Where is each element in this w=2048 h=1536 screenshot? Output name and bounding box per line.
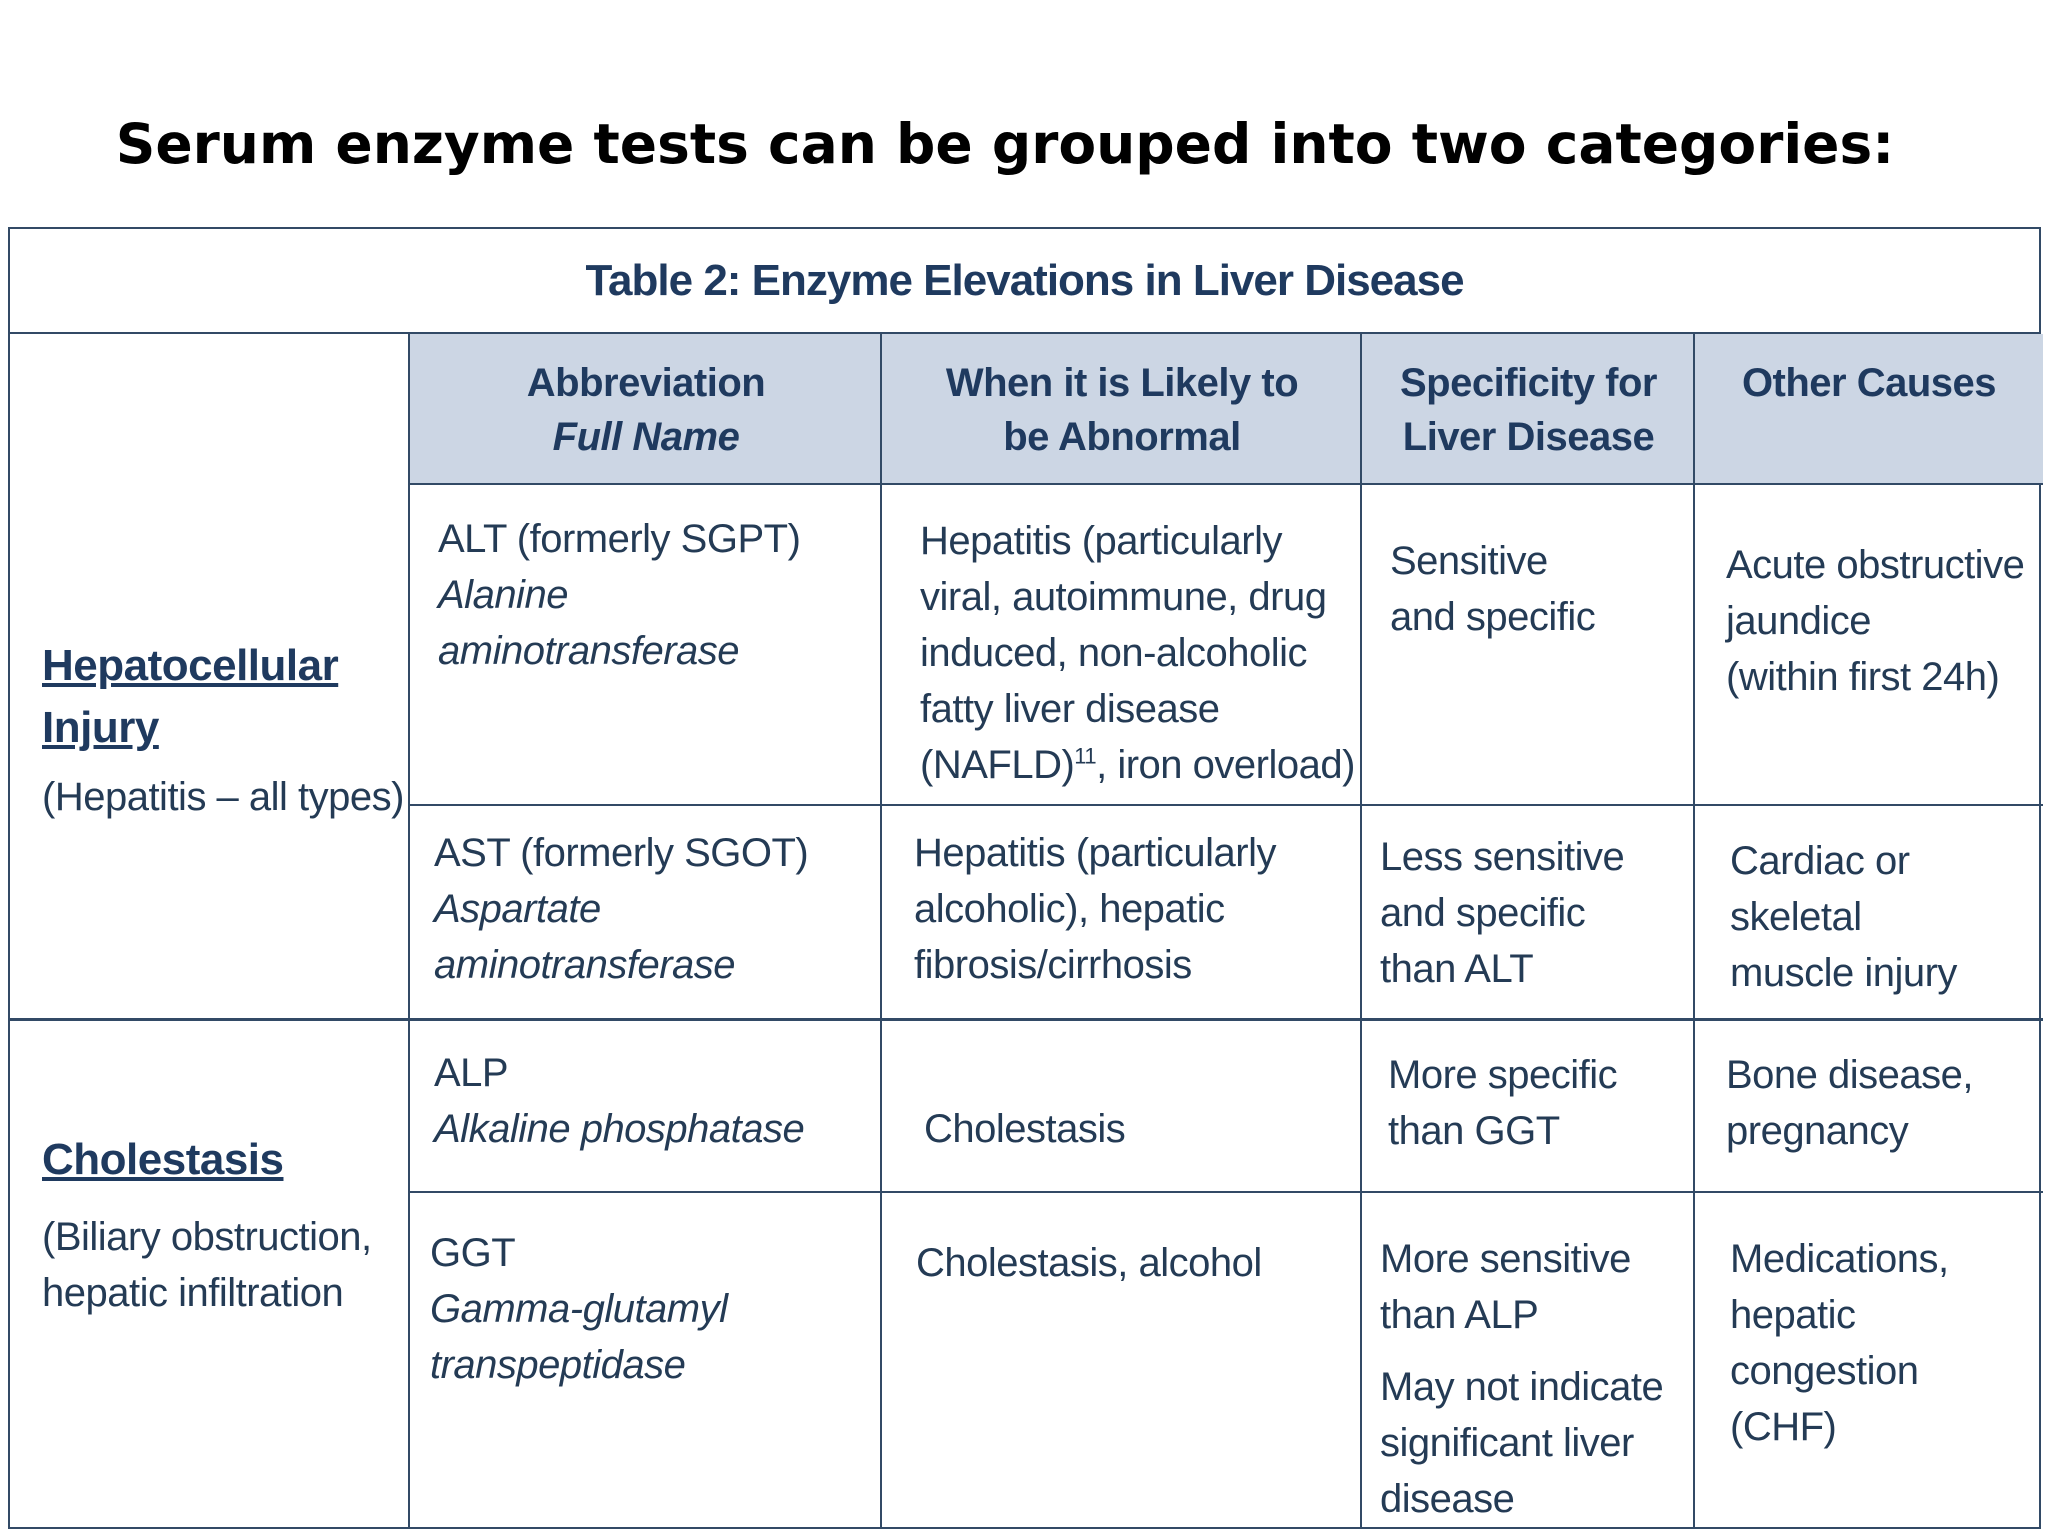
row-alt-other <box>1726 537 2024 705</box>
header-specificity-line1: Specificity for <box>1399 361 1657 405</box>
when-text-part: (NAFLD) <box>920 743 1075 787</box>
enzyme-table <box>8 227 2041 1529</box>
group-divider <box>10 1018 2043 1021</box>
slide-title: Serum enzyme tests can be grouped into two categories: <box>115 112 1895 176</box>
header-other-causes-label: Other Causes <box>1741 361 1997 405</box>
other-text: (CHF) <box>1730 1405 1837 1449</box>
group-title: Injury <box>42 703 159 752</box>
header-when-line1: When it is Likely to <box>945 361 1299 405</box>
header-abbreviation <box>410 334 882 485</box>
spec-text: Sensitive <box>1390 539 1548 583</box>
header-when-abnormal <box>882 334 1362 485</box>
group-cholestasis <box>42 1129 372 1321</box>
when-text: Cholestasis, alcohol <box>916 1241 1262 1285</box>
grid-line <box>880 334 882 1529</box>
when-text: fibrosis/cirrhosis <box>914 943 1192 987</box>
abbrev-text: ALT (formerly SGPT) <box>438 517 801 561</box>
full-name-text: Gamma-glutamyl <box>430 1287 728 1331</box>
full-name-text: Aspartate <box>434 887 601 931</box>
other-text: pregnancy <box>1726 1109 1909 1153</box>
spec-text: May not indicate <box>1380 1365 1664 1409</box>
other-text: congestion <box>1730 1349 1919 1393</box>
other-text: jaundice <box>1726 599 1872 643</box>
other-text: hepatic <box>1730 1293 1856 1337</box>
header-other-causes <box>1695 334 2043 485</box>
row-alt-abbreviation <box>438 511 800 679</box>
when-text: induced, non-alcoholic <box>920 631 1308 675</box>
other-text: muscle injury <box>1730 951 1957 995</box>
spec-text: More specific <box>1388 1053 1618 1097</box>
spec-text: than ALP <box>1380 1293 1539 1337</box>
group-note: (Hepatitis – all types) <box>42 775 404 819</box>
row-alp-specificity <box>1388 1047 1617 1159</box>
group-title: Cholestasis <box>42 1135 284 1184</box>
grid-line <box>1360 334 1362 1529</box>
full-name-text: Alkaline phosphatase <box>434 1107 805 1151</box>
full-name-text: aminotransferase <box>434 943 736 987</box>
full-name-text: Alanine <box>438 573 568 617</box>
header-when-line2: be Abnormal <box>1003 415 1241 459</box>
spec-text: and specific <box>1390 595 1596 639</box>
row-ggt-specificity <box>1380 1231 1663 1527</box>
row-ggt-when <box>916 1235 1262 1291</box>
header-specificity-line2: Liver Disease <box>1402 415 1655 459</box>
spec-text: and specific <box>1380 891 1586 935</box>
row-alp-abbreviation <box>434 1045 804 1157</box>
other-text: Bone disease, <box>1726 1053 1974 1097</box>
grid-line <box>1693 334 1695 1529</box>
when-text: Hepatitis (particularly <box>920 519 1282 563</box>
when-text: Cholestasis <box>924 1107 1126 1151</box>
row-ast-abbreviation <box>434 825 808 993</box>
grid-line <box>410 804 2043 806</box>
row-alt-when <box>920 513 1355 793</box>
spec-text: than ALT <box>1380 947 1534 991</box>
group-hepatocellular <box>42 635 404 825</box>
header-specificity <box>1362 334 1695 485</box>
spec-text: Less sensitive <box>1380 835 1625 879</box>
row-ast-when <box>914 825 1276 993</box>
footnote-ref: 11 <box>1074 743 1097 769</box>
row-alp-other <box>1726 1047 1973 1159</box>
when-text: Hepatitis (particularly <box>914 831 1276 875</box>
when-text <box>920 737 1355 793</box>
full-name-text: transpeptidase <box>430 1343 686 1387</box>
when-text: fatty liver disease <box>920 687 1220 731</box>
grid-line <box>408 334 410 1529</box>
header-abbreviation-label: Abbreviation <box>526 361 766 405</box>
row-ggt-other <box>1730 1231 1949 1455</box>
spec-text: significant liver <box>1380 1421 1634 1465</box>
other-text: (within first 24h) <box>1726 655 2000 699</box>
spec-text: More sensitive <box>1380 1237 1631 1281</box>
table-caption: Table 2: Enzyme Elevations in Liver Disease <box>10 229 2039 334</box>
when-text-part: , iron overload) <box>1096 743 1355 787</box>
abbrev-text: AST (formerly SGOT) <box>434 831 809 875</box>
other-text: Acute obstructive <box>1726 543 2025 587</box>
row-alp-when <box>924 1101 1125 1157</box>
when-text: viral, autoimmune, drug <box>920 575 1327 619</box>
abbrev-text: GGT <box>430 1231 516 1275</box>
group-note: (Biliary obstruction, <box>42 1215 372 1259</box>
group-note: hepatic infiltration <box>42 1271 344 1315</box>
spec-text: than GGT <box>1388 1109 1560 1153</box>
header-full-name-label: Full Name <box>552 415 740 459</box>
abbrev-text: ALP <box>434 1051 509 1095</box>
other-text: Medications, <box>1730 1237 1949 1281</box>
row-ggt-abbreviation <box>430 1225 728 1393</box>
row-alt-specificity <box>1390 533 1595 645</box>
when-text: alcoholic), hepatic <box>914 887 1225 931</box>
spec-text: disease <box>1380 1477 1515 1521</box>
other-text: Cardiac or <box>1730 839 1910 883</box>
group-title: Hepatocellular <box>42 641 339 690</box>
row-ast-other <box>1730 833 1957 1001</box>
other-text: skeletal <box>1730 895 1862 939</box>
grid-line <box>410 1191 2043 1193</box>
full-name-text: aminotransferase <box>438 629 740 673</box>
row-ast-specificity <box>1380 829 1624 997</box>
